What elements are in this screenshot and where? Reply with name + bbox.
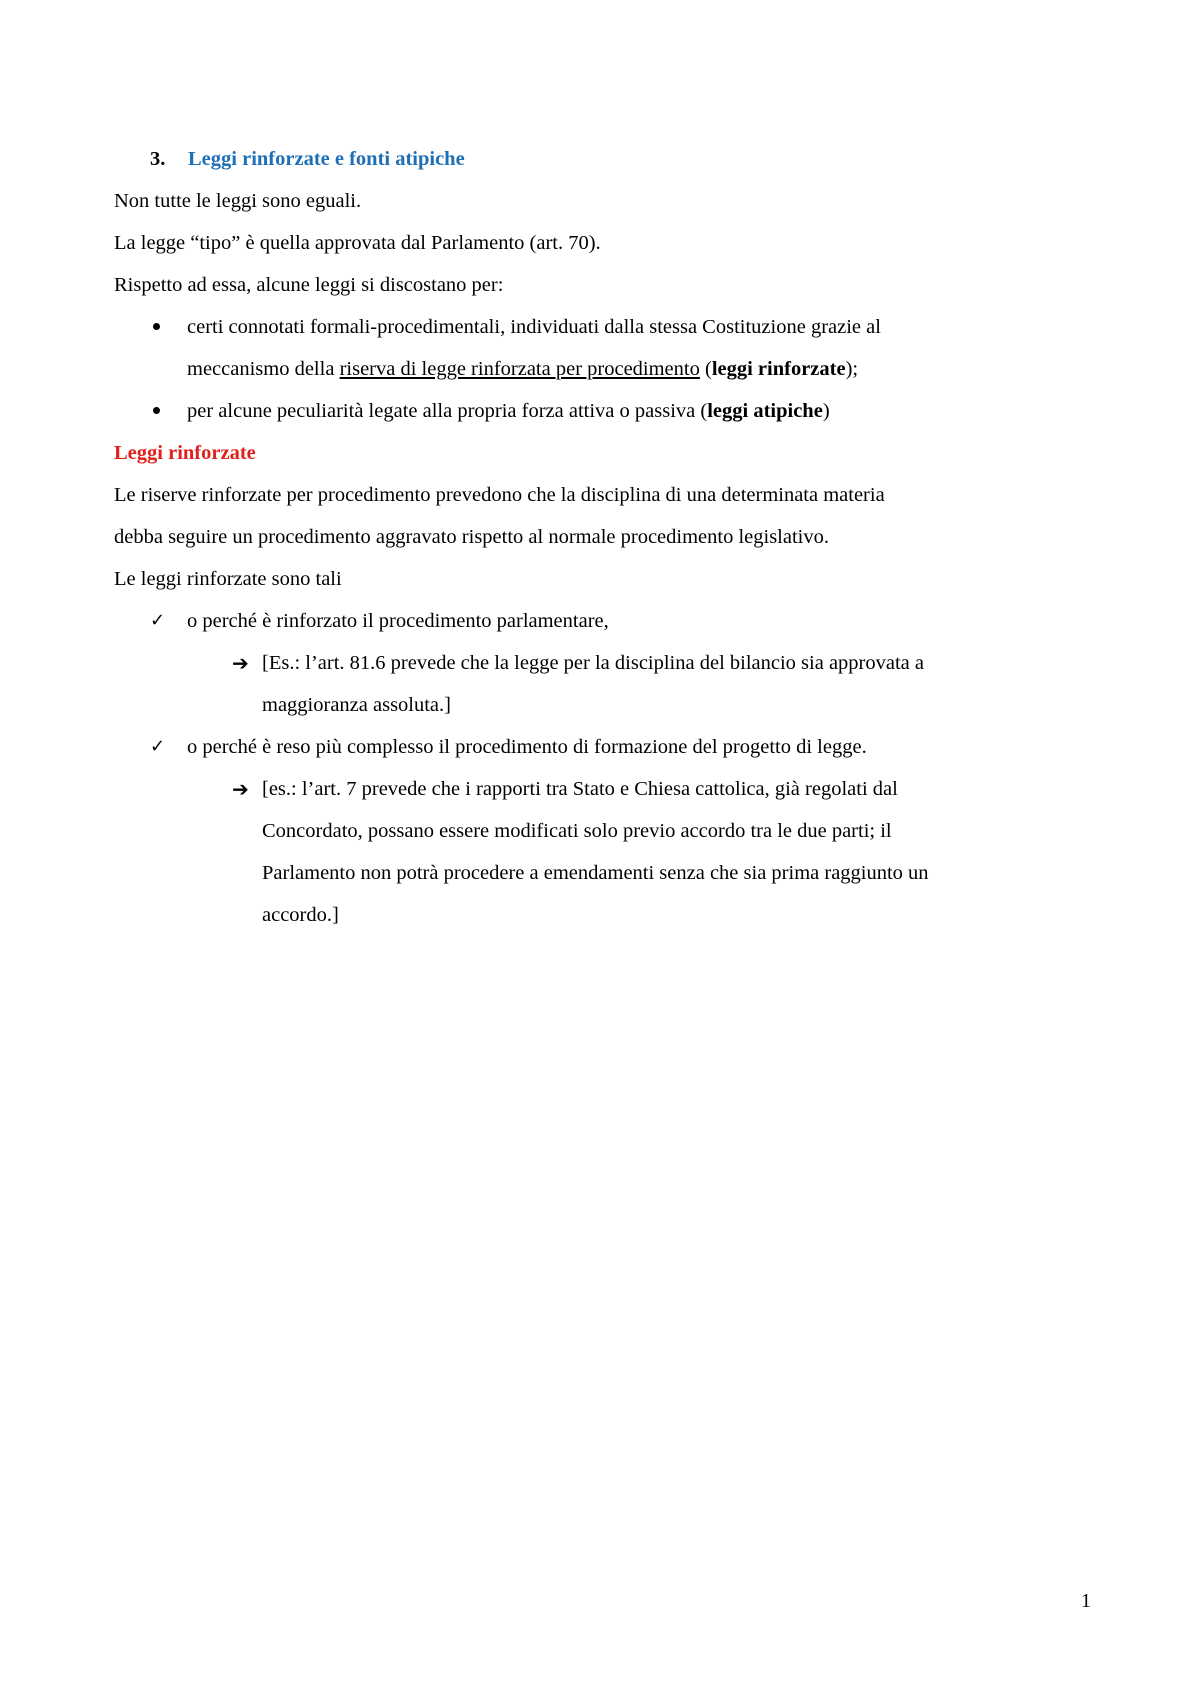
arrow-right-icon: ➔ <box>232 651 249 675</box>
para-line-1: Le riserve rinforzate per procedimento prevedono che la disciplina di una determinata materia <box>114 484 885 506</box>
check-item-1: o perché è rinforzato il procedimento parlamentare, <box>187 610 609 632</box>
bullet-icon <box>153 323 160 330</box>
check-icon: ✓ <box>150 610 166 631</box>
bullet-item-1-line-1: certi connotati formali-procedimentali, individuati dalla stessa Costituzione grazie al <box>187 316 881 338</box>
bullet-item-1-pre: meccanismo della <box>187 358 340 380</box>
bullet-item-1-bold: leggi rinforzate <box>711 358 846 380</box>
para-line-3: Le leggi rinforzate sono tali <box>114 568 342 590</box>
arrow-right-icon: ➔ <box>232 777 249 801</box>
bullet-item-2 <box>187 397 830 425</box>
bullet-item-1-post: ); <box>845 358 859 380</box>
intro-line-1: Non tutte le leggi sono eguali. <box>114 190 362 212</box>
bullet-item-1-mid: ( <box>699 358 712 380</box>
bullet-icon <box>153 407 160 414</box>
check-item-2: o perché è reso più complesso il procedimento di formazione del progetto di legge. <box>187 736 867 758</box>
arrow-item-2-line-2: Concordato, possano essere modificati solo previo accordo tra le due parti; il <box>262 820 892 842</box>
arrow-item-1-line-2: maggioranza assoluta.] <box>262 694 451 716</box>
arrow-item-1-line-1: [Es.: l’art. 81.6 prevede che la legge per la disciplina del bilancio sia approvata a <box>262 652 924 674</box>
bullet-item-1-line-2 <box>187 355 858 383</box>
page-number: 1 <box>1081 1590 1091 1612</box>
intro-line-2: La legge “tipo” è quella approvata dal Parlamento (art. 70). <box>114 232 601 254</box>
arrow-item-2-line-4: accordo.] <box>262 904 339 926</box>
bullet-item-2-post: ) <box>822 400 830 422</box>
section-heading <box>150 145 465 173</box>
intro-line-3: Rispetto ad essa, alcune leggi si discostano per: <box>114 274 504 296</box>
arrow-item-2-line-3: Parlamento non potrà procedere a emendamenti senza che sia prima raggiunto un <box>262 862 929 884</box>
subheading: Leggi rinforzate <box>114 442 256 464</box>
bullet-item-1-underline: riserva di legge rinforzata per procedimento <box>339 358 700 380</box>
section-title: Leggi rinforzate e fonti atipiche <box>188 148 465 170</box>
section-number: 3. <box>150 148 166 170</box>
arrow-item-2-line-1: [es.: l’art. 7 prevede che i rapporti tra Stato e Chiesa cattolica, già regolati dal <box>262 778 898 800</box>
check-icon: ✓ <box>150 736 166 757</box>
bullet-item-2-bold: leggi atipiche <box>707 400 823 422</box>
bullet-item-2-pre: per alcune peculiarità legate alla propria forza attiva o passiva ( <box>187 400 708 422</box>
para-line-2: debba seguire un procedimento aggravato rispetto al normale procedimento legislativo. <box>114 526 829 548</box>
